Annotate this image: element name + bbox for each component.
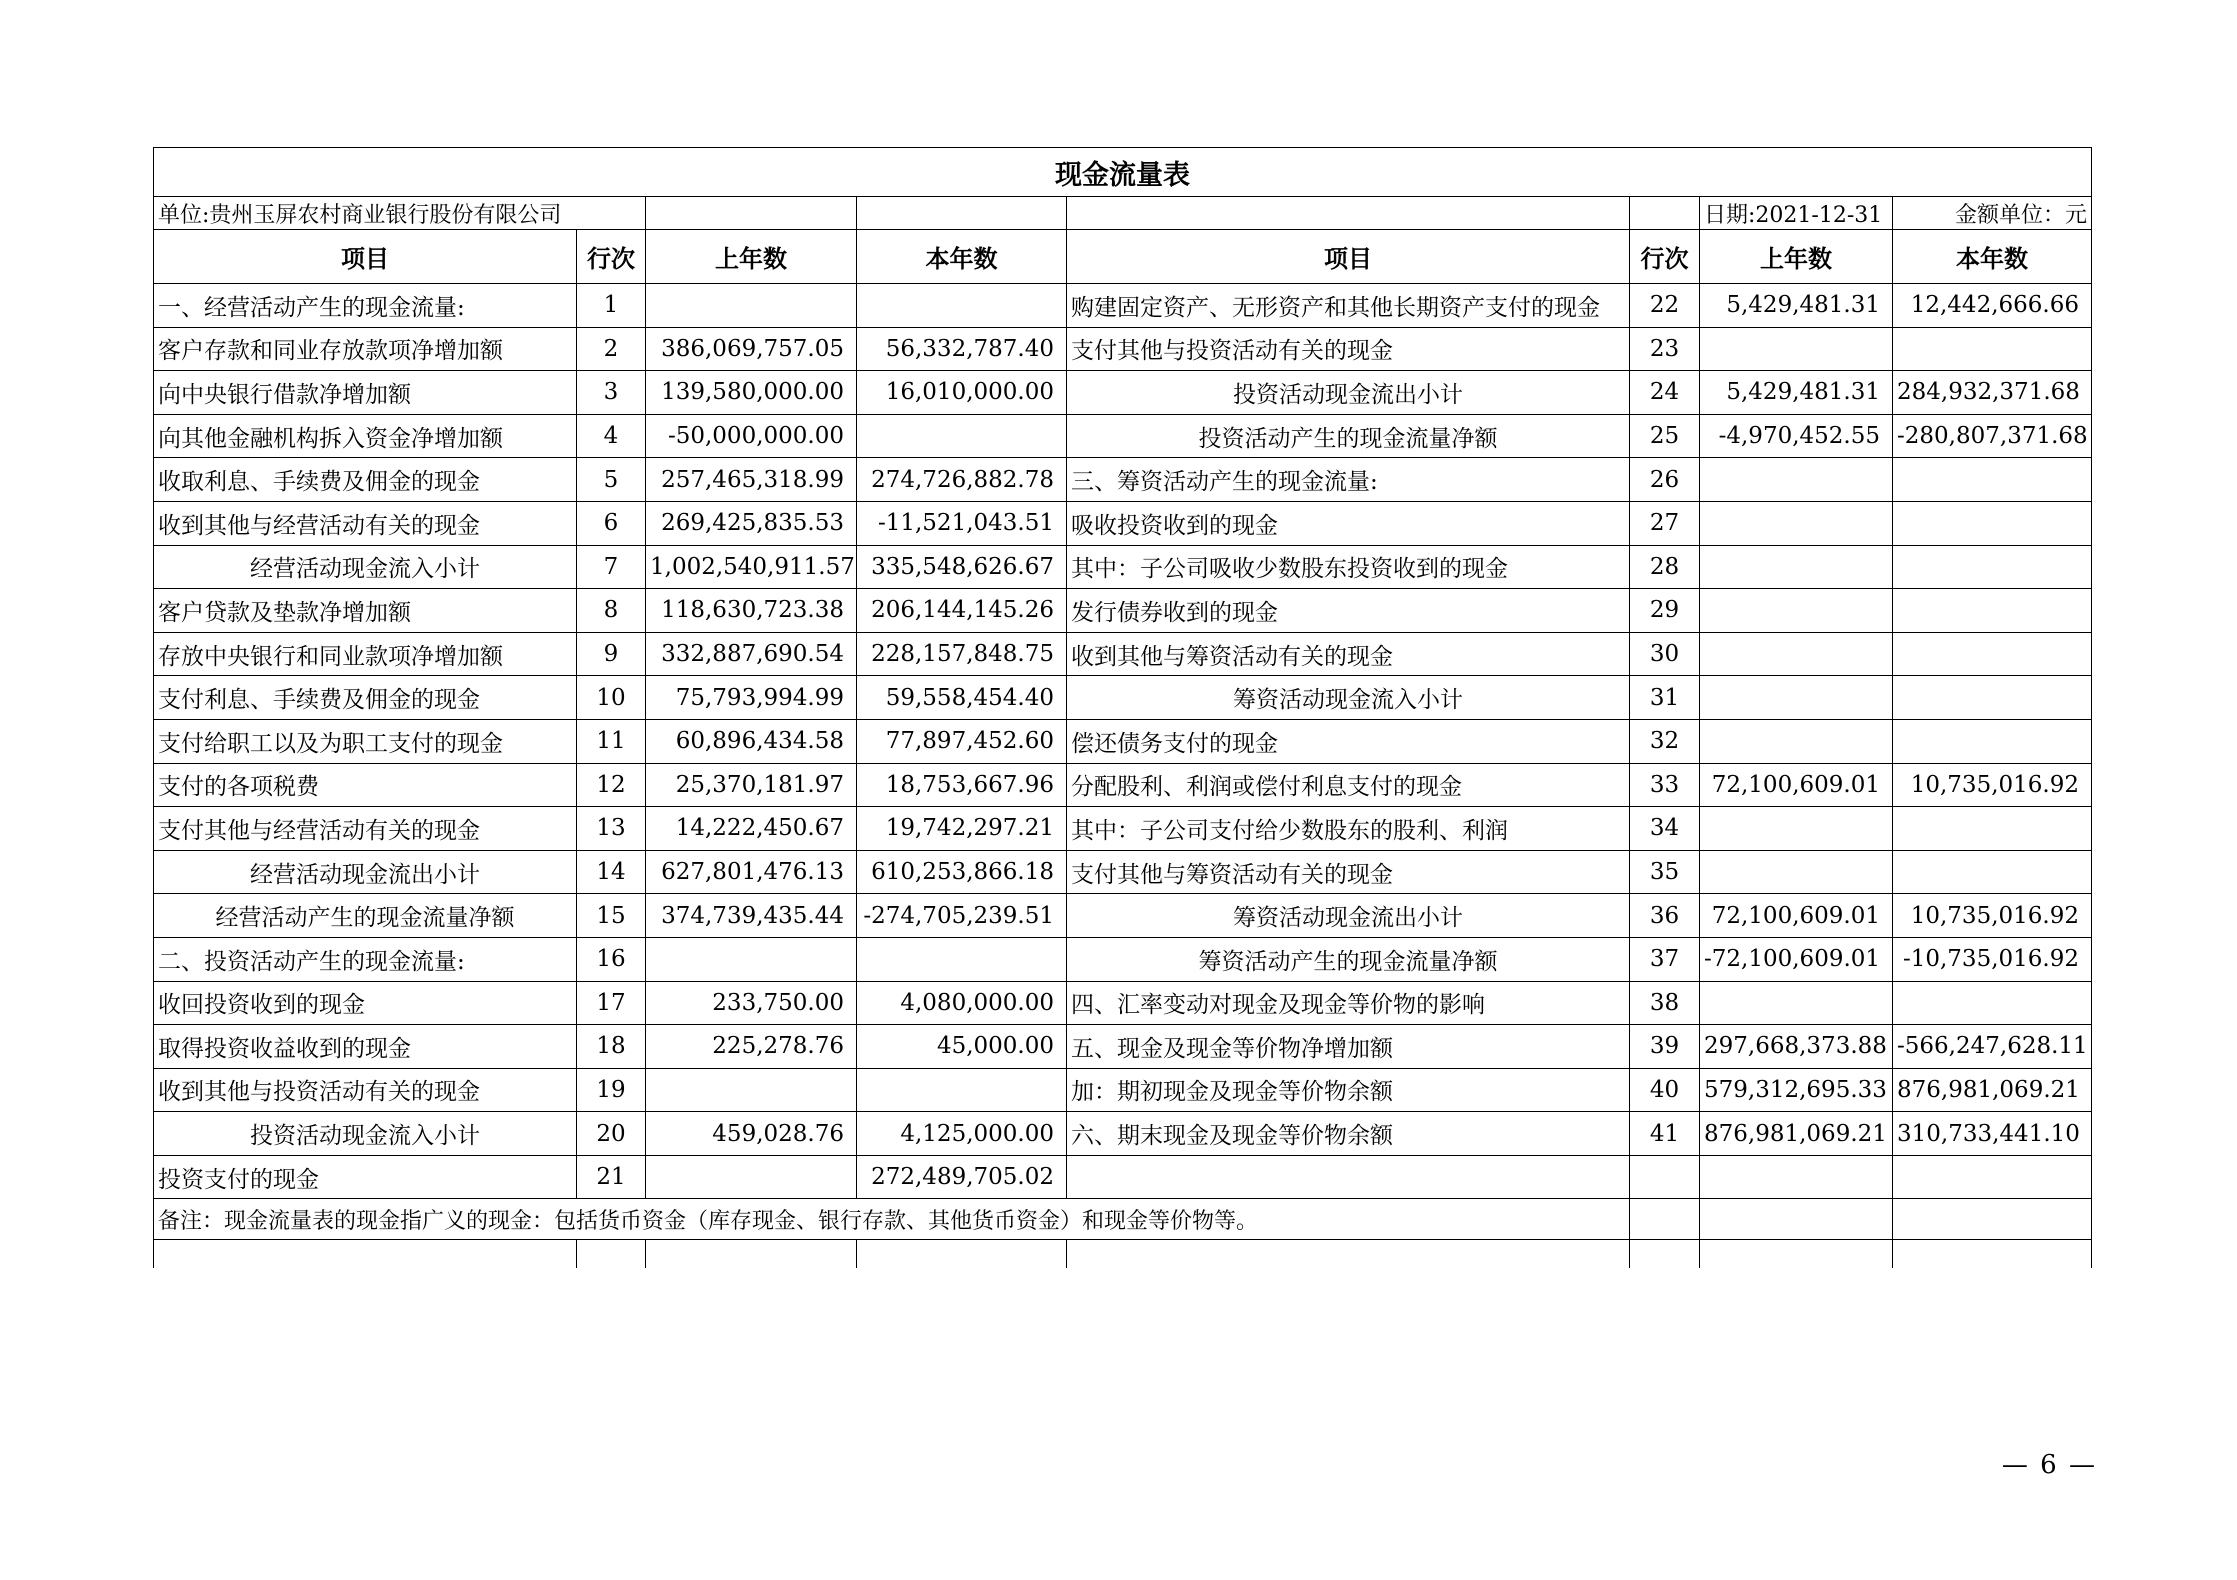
left-prev-year-cell: 257,465,318.99 <box>646 458 857 502</box>
left-cur-year-cell <box>857 1068 1067 1112</box>
left-line-no-cell: 15 <box>577 894 646 938</box>
left-prev-year-cell: 118,630,723.38 <box>646 589 857 633</box>
left-prev-year-cell: 269,425,835.53 <box>646 501 857 545</box>
right-cur-year-cell: 10,735,016.92 <box>1893 763 2092 807</box>
right-prev-year-cell <box>1700 1155 1893 1199</box>
right-cur-year-cell: 876,981,069.21 <box>1893 1068 2092 1112</box>
left-item-cell: 客户存款和同业存放款项净增加额 <box>154 327 577 371</box>
right-prev-year-cell <box>1700 719 1893 763</box>
header-row <box>154 230 2092 284</box>
left-prev-year-cell: 386,069,757.05 <box>646 327 857 371</box>
left-prev-year-cell: -50,000,000.00 <box>646 414 857 458</box>
left-prev-year-cell: 14,222,450.67 <box>646 807 857 851</box>
right-line-no-cell: 28 <box>1630 545 1700 589</box>
table-row <box>154 327 2092 371</box>
right-prev-year-cell <box>1700 327 1893 371</box>
right-item-cell: 其中：子公司吸收少数股东投资收到的现金 <box>1067 545 1630 589</box>
right-prev-year-cell <box>1700 981 1893 1025</box>
col-header: 行次 <box>577 230 646 284</box>
left-line-no-cell: 16 <box>577 937 646 981</box>
right-line-no-cell: 29 <box>1630 589 1700 633</box>
left-cur-year-cell: 16,010,000.00 <box>857 371 1067 415</box>
left-cur-year-cell: -11,521,043.51 <box>857 501 1067 545</box>
right-line-no-cell: 41 <box>1630 1112 1700 1156</box>
left-prev-year-cell: 25,370,181.97 <box>646 763 857 807</box>
right-cur-year-cell <box>1893 632 2092 676</box>
left-item-cell: 向中央银行借款净增加额 <box>154 371 577 415</box>
left-prev-year-cell: 1,002,540,911.57 <box>646 545 857 589</box>
left-prev-year-cell: 332,887,690.54 <box>646 632 857 676</box>
left-cur-year-cell: 45,000.00 <box>857 1025 1067 1069</box>
table-row <box>154 676 2092 720</box>
left-cur-year-cell <box>857 284 1067 328</box>
right-cur-year-cell: -280,807,371.68 <box>1893 414 2092 458</box>
table-row <box>154 1068 2092 1112</box>
table-row <box>154 545 2092 589</box>
right-line-no-cell: 22 <box>1630 284 1700 328</box>
left-prev-year-cell <box>646 284 857 328</box>
right-item-cell: 筹资活动现金流入小计 <box>1067 676 1630 720</box>
left-cur-year-cell: 228,157,848.75 <box>857 632 1067 676</box>
left-prev-year-cell: 459,028.76 <box>646 1112 857 1156</box>
left-item-cell: 客户贷款及垫款净增加额 <box>154 589 577 633</box>
col-header: 上年数 <box>1700 230 1893 284</box>
right-item-cell: 吸收投资收到的现金 <box>1067 501 1630 545</box>
left-line-no-cell: 9 <box>577 632 646 676</box>
right-line-no-cell: 25 <box>1630 414 1700 458</box>
left-prev-year-cell <box>646 1155 857 1199</box>
right-prev-year-cell: 579,312,695.33 <box>1700 1068 1893 1112</box>
left-line-no-cell: 14 <box>577 850 646 894</box>
right-prev-year-cell: -72,100,609.01 <box>1700 937 1893 981</box>
left-prev-year-cell <box>646 937 857 981</box>
right-line-no-cell: 34 <box>1630 807 1700 851</box>
left-line-no-cell: 13 <box>577 807 646 851</box>
right-line-no-cell: 26 <box>1630 458 1700 502</box>
left-prev-year-cell: 75,793,994.99 <box>646 676 857 720</box>
left-prev-year-cell: 627,801,476.13 <box>646 850 857 894</box>
page-number: — 6 — <box>2001 1450 2097 1480</box>
left-item-cell: 存放中央银行和同业款项净增加额 <box>154 632 577 676</box>
left-prev-year-cell: 139,580,000.00 <box>646 371 857 415</box>
left-line-no-cell: 3 <box>577 371 646 415</box>
right-item-cell: 五、现金及现金等价物净增加额 <box>1067 1025 1630 1069</box>
left-item-cell: 收取利息、手续费及佣金的现金 <box>154 458 577 502</box>
left-line-no-cell: 2 <box>577 327 646 371</box>
left-line-no-cell: 1 <box>577 284 646 328</box>
left-cur-year-cell <box>857 937 1067 981</box>
col-header: 上年数 <box>646 230 857 284</box>
left-item-cell: 支付的各项税费 <box>154 763 577 807</box>
right-prev-year-cell: 72,100,609.01 <box>1700 894 1893 938</box>
left-line-no-cell: 6 <box>577 501 646 545</box>
left-prev-year-cell: 225,278.76 <box>646 1025 857 1069</box>
right-prev-year-cell: -4,970,452.55 <box>1700 414 1893 458</box>
table-row <box>154 807 2092 851</box>
right-line-no-cell: 37 <box>1630 937 1700 981</box>
left-item-cell: 支付利息、手续费及佣金的现金 <box>154 676 577 720</box>
right-prev-year-cell <box>1700 850 1893 894</box>
right-item-cell: 加：期初现金及现金等价物余额 <box>1067 1068 1630 1112</box>
right-item-cell: 支付其他与筹资活动有关的现金 <box>1067 850 1630 894</box>
table-row <box>154 894 2092 938</box>
left-line-no-cell: 10 <box>577 676 646 720</box>
right-line-no-cell: 38 <box>1630 981 1700 1025</box>
left-cur-year-cell: 56,332,787.40 <box>857 327 1067 371</box>
right-cur-year-cell <box>1893 981 2092 1025</box>
right-prev-year-cell <box>1700 501 1893 545</box>
right-cur-year-cell: 12,442,666.66 <box>1893 284 2092 328</box>
right-cur-year-cell <box>1893 545 2092 589</box>
left-line-no-cell: 18 <box>577 1025 646 1069</box>
left-cur-year-cell: 272,489,705.02 <box>857 1155 1067 1199</box>
left-item-cell: 一、经营活动产生的现金流量: <box>154 284 577 328</box>
right-cur-year-cell <box>1893 1155 2092 1199</box>
left-cur-year-cell: 4,125,000.00 <box>857 1112 1067 1156</box>
left-item-cell: 投资活动现金流入小计 <box>154 1112 577 1156</box>
table-row <box>154 1025 2092 1069</box>
table-row <box>154 414 2092 458</box>
right-cur-year-cell: 310,733,441.10 <box>1893 1112 2092 1156</box>
right-line-no-cell: 24 <box>1630 371 1700 415</box>
left-item-cell: 收到其他与经营活动有关的现金 <box>154 501 577 545</box>
right-line-no-cell: 39 <box>1630 1025 1700 1069</box>
right-cur-year-cell: 284,932,371.68 <box>1893 371 2092 415</box>
right-item-cell: 三、筹资活动产生的现金流量: <box>1067 458 1630 502</box>
left-item-cell: 二、投资活动产生的现金流量: <box>154 937 577 981</box>
left-item-cell: 向其他金融机构拆入资金净增加额 <box>154 414 577 458</box>
right-cur-year-cell <box>1893 501 2092 545</box>
table-row <box>154 632 2092 676</box>
left-cur-year-cell: -274,705,239.51 <box>857 894 1067 938</box>
right-prev-year-cell: 876,981,069.21 <box>1700 1112 1893 1156</box>
left-line-no-cell: 19 <box>577 1068 646 1112</box>
right-item-cell: 购建固定资产、无形资产和其他长期资产支付的现金 <box>1067 284 1630 328</box>
left-prev-year-cell <box>646 1068 857 1112</box>
left-prev-year-cell: 374,739,435.44 <box>646 894 857 938</box>
left-item-cell: 收到其他与投资活动有关的现金 <box>154 1068 577 1112</box>
left-line-no-cell: 12 <box>577 763 646 807</box>
table-row <box>154 1155 2092 1199</box>
table-row <box>154 763 2092 807</box>
left-item-cell: 经营活动产生的现金流量净额 <box>154 894 577 938</box>
left-line-no-cell: 20 <box>577 1112 646 1156</box>
right-item-cell: 筹资活动产生的现金流量净额 <box>1067 937 1630 981</box>
table-row <box>154 937 2092 981</box>
table-row <box>154 458 2092 502</box>
right-line-no-cell: 31 <box>1630 676 1700 720</box>
right-item-cell: 投资活动现金流出小计 <box>1067 371 1630 415</box>
right-cur-year-cell: 10,735,016.92 <box>1893 894 2092 938</box>
left-line-no-cell: 11 <box>577 719 646 763</box>
left-cur-year-cell: 274,726,882.78 <box>857 458 1067 502</box>
table-row <box>154 371 2092 415</box>
right-line-no-cell: 27 <box>1630 501 1700 545</box>
right-cur-year-cell <box>1893 458 2092 502</box>
left-cur-year-cell: 18,753,667.96 <box>857 763 1067 807</box>
left-line-no-cell: 7 <box>577 545 646 589</box>
left-line-no-cell: 4 <box>577 414 646 458</box>
right-prev-year-cell <box>1700 545 1893 589</box>
right-prev-year-cell <box>1700 458 1893 502</box>
table-row <box>154 719 2092 763</box>
table-row <box>154 1112 2092 1156</box>
right-prev-year-cell: 72,100,609.01 <box>1700 763 1893 807</box>
left-cur-year-cell: 59,558,454.40 <box>857 676 1067 720</box>
left-cur-year-cell: 77,897,452.60 <box>857 719 1067 763</box>
right-line-no-cell: 35 <box>1630 850 1700 894</box>
right-cur-year-cell: -10,735,016.92 <box>1893 937 2092 981</box>
right-line-no-cell: 30 <box>1630 632 1700 676</box>
right-item-cell: 投资活动产生的现金流量净额 <box>1067 414 1630 458</box>
table-row <box>154 850 2092 894</box>
left-line-no-cell: 8 <box>577 589 646 633</box>
left-item-cell: 取得投资收益收到的现金 <box>154 1025 577 1069</box>
col-header: 项目 <box>1067 230 1630 284</box>
col-header: 项目 <box>154 230 577 284</box>
left-cur-year-cell: 335,548,626.67 <box>857 545 1067 589</box>
right-prev-year-cell: 297,668,373.88 <box>1700 1025 1893 1069</box>
left-cur-year-cell: 19,742,297.21 <box>857 807 1067 851</box>
right-item-cell: 四、汇率变动对现金及现金等价物的影响 <box>1067 981 1630 1025</box>
left-item-cell: 支付其他与经营活动有关的现金 <box>154 807 577 851</box>
table-row <box>154 501 2092 545</box>
right-item-cell: 支付其他与投资活动有关的现金 <box>1067 327 1630 371</box>
right-prev-year-cell <box>1700 676 1893 720</box>
right-item-cell: 六、期末现金及现金等价物余额 <box>1067 1112 1630 1156</box>
right-line-no-cell: 33 <box>1630 763 1700 807</box>
right-cur-year-cell <box>1893 589 2092 633</box>
left-cur-year-cell <box>857 414 1067 458</box>
right-cur-year-cell <box>1893 850 2092 894</box>
left-cur-year-cell: 206,144,145.26 <box>857 589 1067 633</box>
left-line-no-cell: 21 <box>577 1155 646 1199</box>
left-item-cell: 投资支付的现金 <box>154 1155 577 1199</box>
right-prev-year-cell <box>1700 632 1893 676</box>
left-prev-year-cell: 233,750.00 <box>646 981 857 1025</box>
right-item-cell: 偿还债务支付的现金 <box>1067 719 1630 763</box>
table-row <box>154 589 2092 633</box>
left-cur-year-cell: 4,080,000.00 <box>857 981 1067 1025</box>
right-cur-year-cell: -566,247,628.11 <box>1893 1025 2092 1069</box>
left-item-cell: 支付给职工以及为职工支付的现金 <box>154 719 577 763</box>
company-unit-label: 单位:贵州玉屏农村商业银行股份有限公司 <box>154 197 646 230</box>
right-item-cell: 其中：子公司支付给少数股东的股利、利润 <box>1067 807 1630 851</box>
right-prev-year-cell: 5,429,481.31 <box>1700 371 1893 415</box>
left-cur-year-cell: 610,253,866.18 <box>857 850 1067 894</box>
right-cur-year-cell <box>1893 807 2092 851</box>
right-cur-year-cell <box>1893 676 2092 720</box>
right-item-cell <box>1067 1155 1630 1199</box>
right-item-cell: 发行债券收到的现金 <box>1067 589 1630 633</box>
left-line-no-cell: 5 <box>577 458 646 502</box>
currency-unit-label: 金额单位：元 <box>1893 197 2092 230</box>
right-line-no-cell <box>1630 1155 1700 1199</box>
right-cur-year-cell <box>1893 719 2092 763</box>
table-row <box>154 981 2092 1025</box>
left-prev-year-cell: 60,896,434.58 <box>646 719 857 763</box>
right-prev-year-cell: 5,429,481.31 <box>1700 284 1893 328</box>
col-header: 本年数 <box>1893 230 2092 284</box>
right-cur-year-cell <box>1893 327 2092 371</box>
table-title: 现金流量表 <box>154 148 2092 197</box>
table-row <box>154 284 2092 328</box>
right-line-no-cell: 40 <box>1630 1068 1700 1112</box>
left-item-cell: 经营活动现金流出小计 <box>154 850 577 894</box>
cash-flow-table <box>153 147 2092 1268</box>
right-item-cell: 分配股利、利润或偿付利息支付的现金 <box>1067 763 1630 807</box>
right-line-no-cell: 36 <box>1630 894 1700 938</box>
left-line-no-cell: 17 <box>577 981 646 1025</box>
right-item-cell: 筹资活动现金流出小计 <box>1067 894 1630 938</box>
left-item-cell: 收回投资收到的现金 <box>154 981 577 1025</box>
table-note: 备注：现金流量表的现金指广义的现金：包括货币资金（库存现金、银行存款、其他货币资金）和现金等价物等。 <box>154 1199 1630 1240</box>
right-prev-year-cell <box>1700 589 1893 633</box>
right-line-no-cell: 32 <box>1630 719 1700 763</box>
right-item-cell: 收到其他与筹资活动有关的现金 <box>1067 632 1630 676</box>
col-header: 本年数 <box>857 230 1067 284</box>
left-item-cell: 经营活动现金流入小计 <box>154 545 577 589</box>
date-label: 日期:2021-12-31 <box>1700 197 1893 230</box>
col-header: 行次 <box>1630 230 1700 284</box>
right-line-no-cell: 23 <box>1630 327 1700 371</box>
right-prev-year-cell <box>1700 807 1893 851</box>
